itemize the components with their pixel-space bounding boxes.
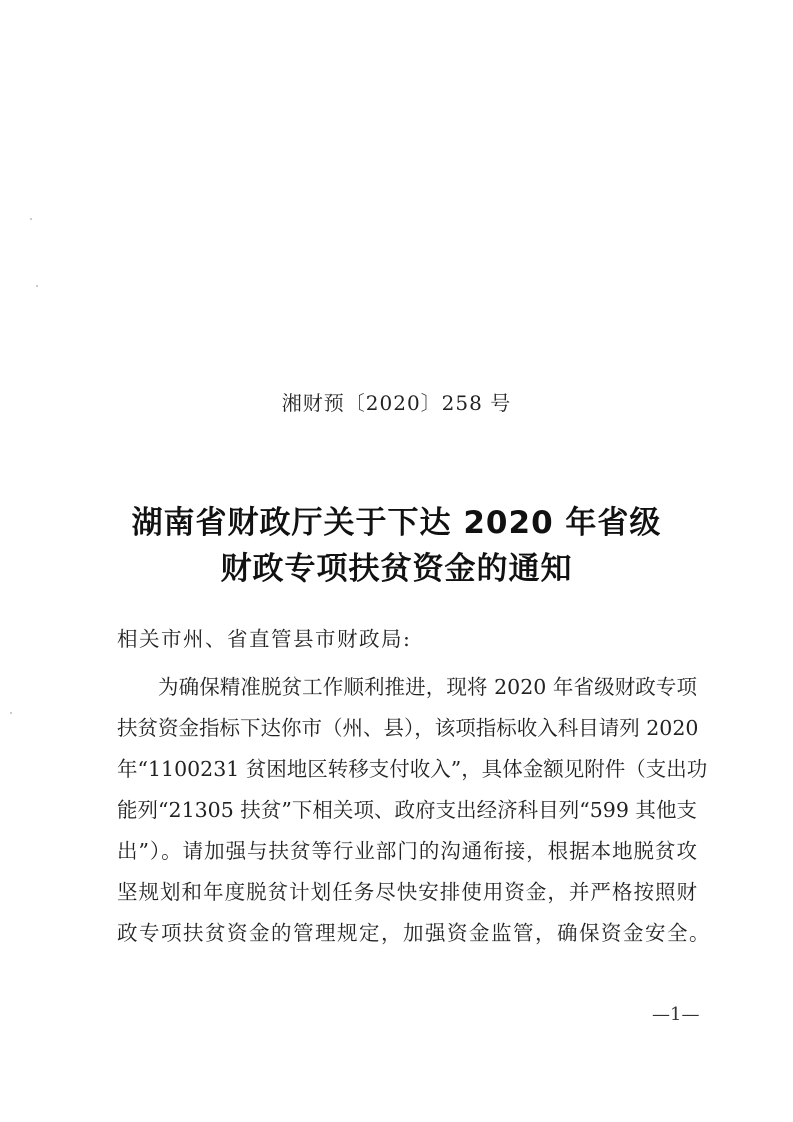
- scan-speck: [30, 218, 32, 220]
- body-line: 政专项扶贫资金的管理规定，加强资金监管，确保资金安全。: [117, 921, 711, 945]
- body-line: 能列“21305 扶贫”下相关项、政府支出经济科目列“599 其他支: [117, 798, 697, 822]
- document-number: 湘财预〔2020〕258 号: [281, 391, 512, 415]
- body-line: 年“1100231 贫困地区转移支付收入”，具体金额见附件（支出功: [117, 757, 708, 781]
- scan-speck: [10, 712, 12, 714]
- scan-speck: [36, 285, 38, 287]
- body-line: 扶贫资金指标下达你市（州、县），该项指标收入科目请列 2020: [117, 716, 699, 740]
- document-title: [0, 500, 793, 592]
- body-line: 出”）。请加强与扶贫等行业部门的沟通衔接，根据本地脱贫攻: [117, 839, 697, 863]
- title-line: 财政专项扶贫资金的通知: [220, 551, 573, 587]
- salutation: 相关市州、省直管县市财政局:: [117, 627, 412, 651]
- body-paragraph: [117, 667, 711, 954]
- page-number: —1—: [652, 1004, 700, 1025]
- title-line: 湖南省财政厅关于下达 2020 年省级: [131, 505, 662, 541]
- body-line: 为确保精准脱贫工作顺利推进，现将 2020 年省级财政专项: [158, 675, 697, 699]
- body-line: 坚规划和年度脱贫计划任务尽快安排使用资金，并严格按照财: [117, 880, 697, 904]
